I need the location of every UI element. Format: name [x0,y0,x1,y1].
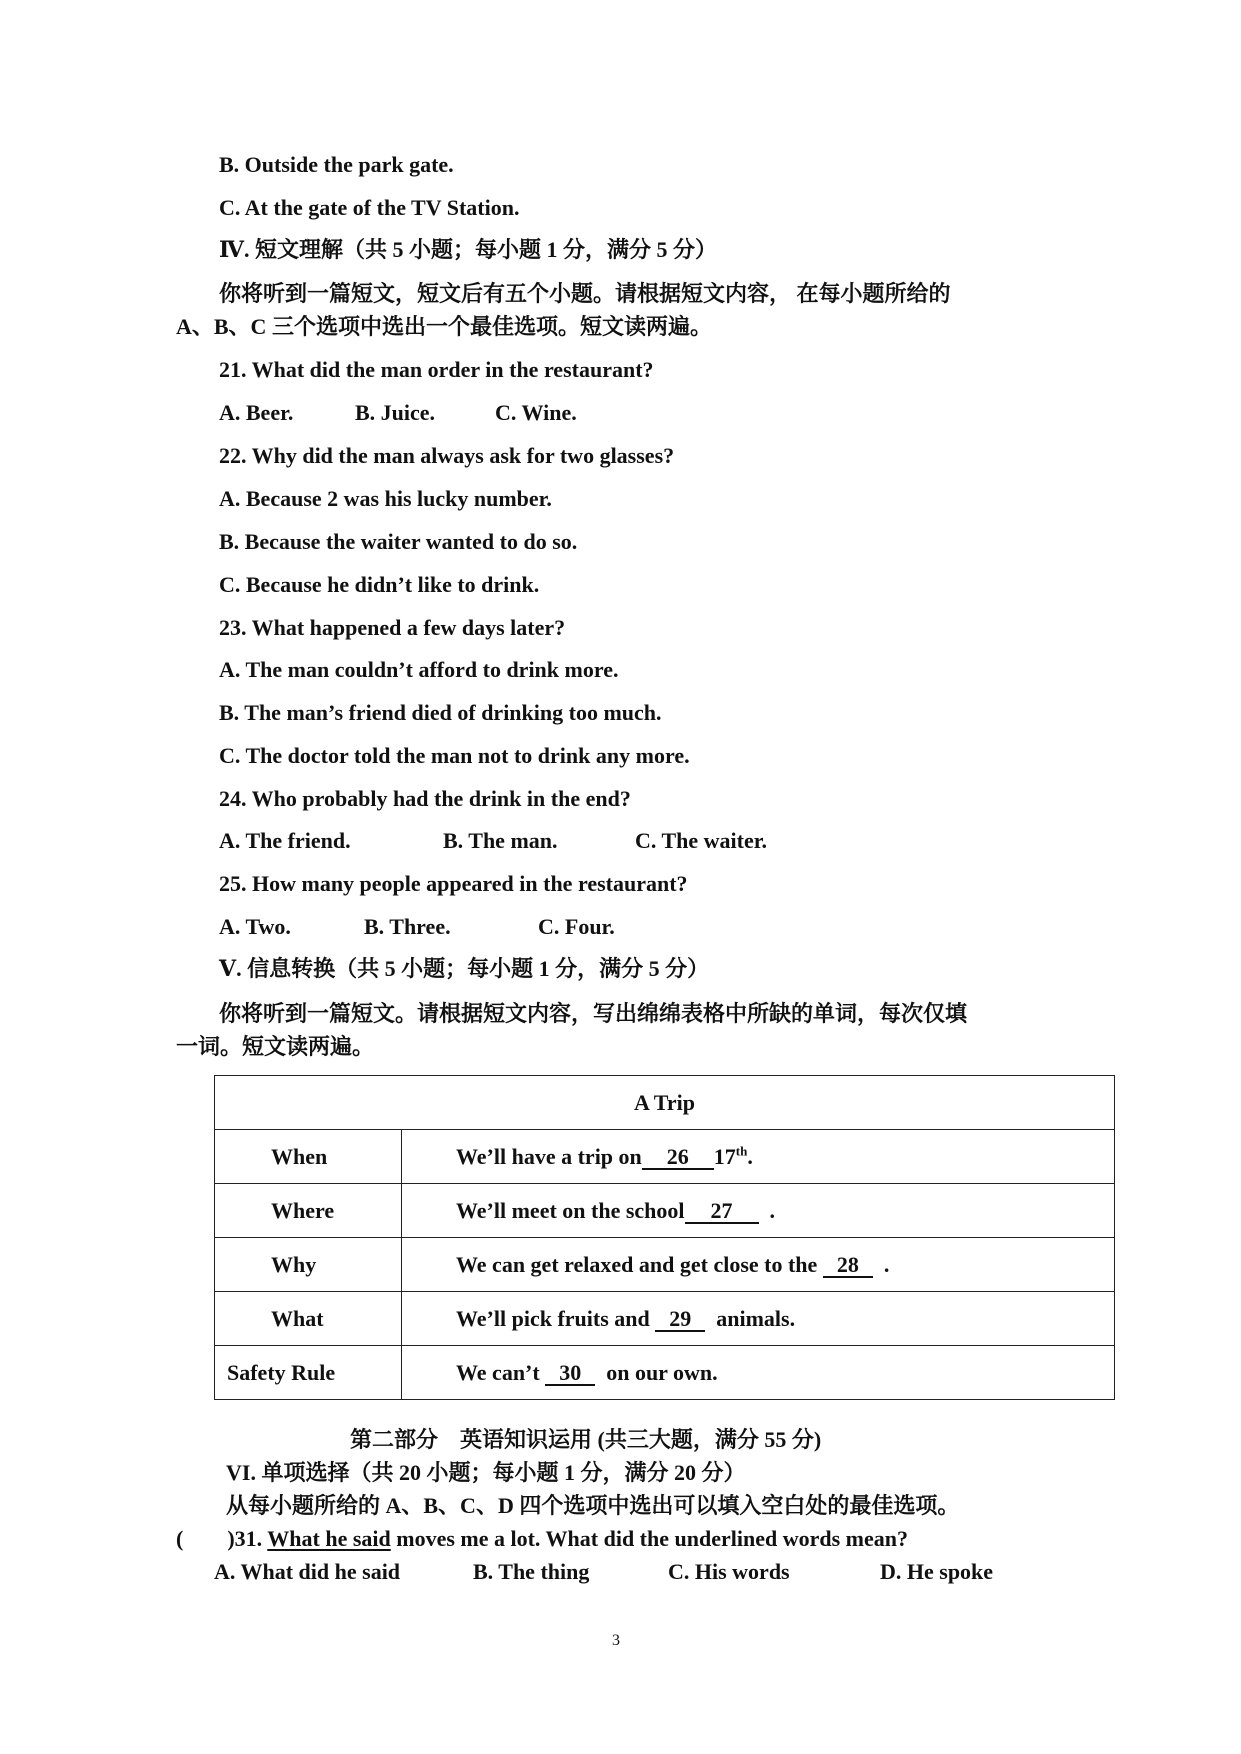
section-4-instruction: 你将听到一篇短文，短文后有五个小题。请根据短文内容， 在每小题所给的 [219,281,951,306]
question-21: 21. What did the man order in the restaurant? [219,357,654,382]
section-5-instruction: 你将听到一篇短文。请根据短文内容，写出绵绵表格中所缺的单词，每次仅填 [219,1001,968,1026]
option-b: B. Three. [364,914,451,939]
question-23: 23. What happened a few days later? [219,615,566,640]
option-c: C. Because he didn’t like to drink. [219,572,540,597]
row-value: We’ll pick fruits and 29 animals. [402,1292,1115,1346]
table-row [215,1238,1115,1292]
part-2-heading: 第二部分 英语知识运用 (共三大题，满分 55 分) [350,1427,822,1452]
blank-26: 26 [642,1146,714,1170]
option-b: B. The thing [473,1559,590,1584]
option-c: C. Four. [538,914,615,939]
row-key: When [271,1143,328,1169]
table-row [215,1184,1115,1238]
option-b: B. Juice. [355,400,436,425]
section-5-instruction: 一词。短文读两遍。 [176,1034,375,1059]
table-row [215,1346,1115,1400]
option-a: A. The man couldn’t afford to drink more. [219,657,619,682]
row-value: We can get relaxed and get close to the 28 . [402,1238,1115,1292]
answer-paren: ( )31. [176,1526,263,1551]
table-row [215,1292,1115,1346]
option-a: A. Two. [219,914,291,939]
section-6-title: VI. 单项选择（共 20 小题；每小题 1 分，满分 20 分） [226,1460,746,1485]
option-line: B. Outside the park gate. [219,152,454,177]
row-key: Where [271,1197,335,1223]
option-b: B. Because the waiter wanted to do so. [219,529,578,554]
blank-30: 30 [545,1362,595,1386]
blank-28: 28 [823,1254,873,1278]
section-5-title: Ⅴ. 信息转换（共 5 小题；每小题 1 分，满分 5 分） [219,956,710,981]
option-d: D. He spoke [880,1559,994,1584]
table-title: A Trip [215,1076,1115,1130]
blank-27: 27 [685,1200,759,1224]
option-b: B. The man’s friend died of drinking too much. [219,700,662,725]
section-4-title: Ⅳ. 短文理解（共 5 小题；每小题 1 分，满分 5 分） [219,237,717,262]
table-row [215,1130,1115,1184]
row-value: We’ll meet on the school 27 . [402,1184,1115,1238]
row-value: We’ll have a trip on 26 17th. [402,1130,1115,1184]
option-b: B. The man. [443,828,558,853]
option-a: A. Because 2 was his lucky number. [219,486,552,511]
blank-29: 29 [655,1308,705,1332]
option-c: C. The doctor told the man not to drink any more. [219,743,690,768]
option-a: A. Beer. [219,400,294,425]
underlined-words: What he said [267,1526,391,1551]
row-value: We can’t 30 on our own. [402,1346,1115,1400]
option-line: C. At the gate of the TV Station. [219,195,520,220]
option-c: C. Wine. [495,400,577,425]
row-key: Why [271,1251,317,1277]
trip-table [214,1075,1115,1400]
question-24: 24. Who probably had the drink in the end? [219,786,631,811]
table-header-row [215,1076,1115,1130]
option-a: A. The friend. [219,828,351,853]
option-c: C. His words [668,1559,790,1584]
question-22: 22. Why did the man always ask for two glasses? [219,443,675,468]
section-4-instruction: A、B、C 三个选项中选出一个最佳选项。短文读两遍。 [176,314,712,339]
section-6-instruction: 从每小题所给的 A、B、C、D 四个选项中选出可以填入空白处的最佳选项。 [226,1493,960,1518]
row-key: What [271,1305,324,1331]
row-key: Safety Rule [227,1359,336,1385]
option-c: C. The waiter. [635,828,767,853]
page-number: 3 [612,1632,620,1649]
option-a: A. What did he said [214,1559,401,1584]
question-25: 25. How many people appeared in the restaurant? [219,871,688,896]
question-31: ( )31. What he said moves me a lot. What did the underlined words mean? [176,1526,908,1551]
